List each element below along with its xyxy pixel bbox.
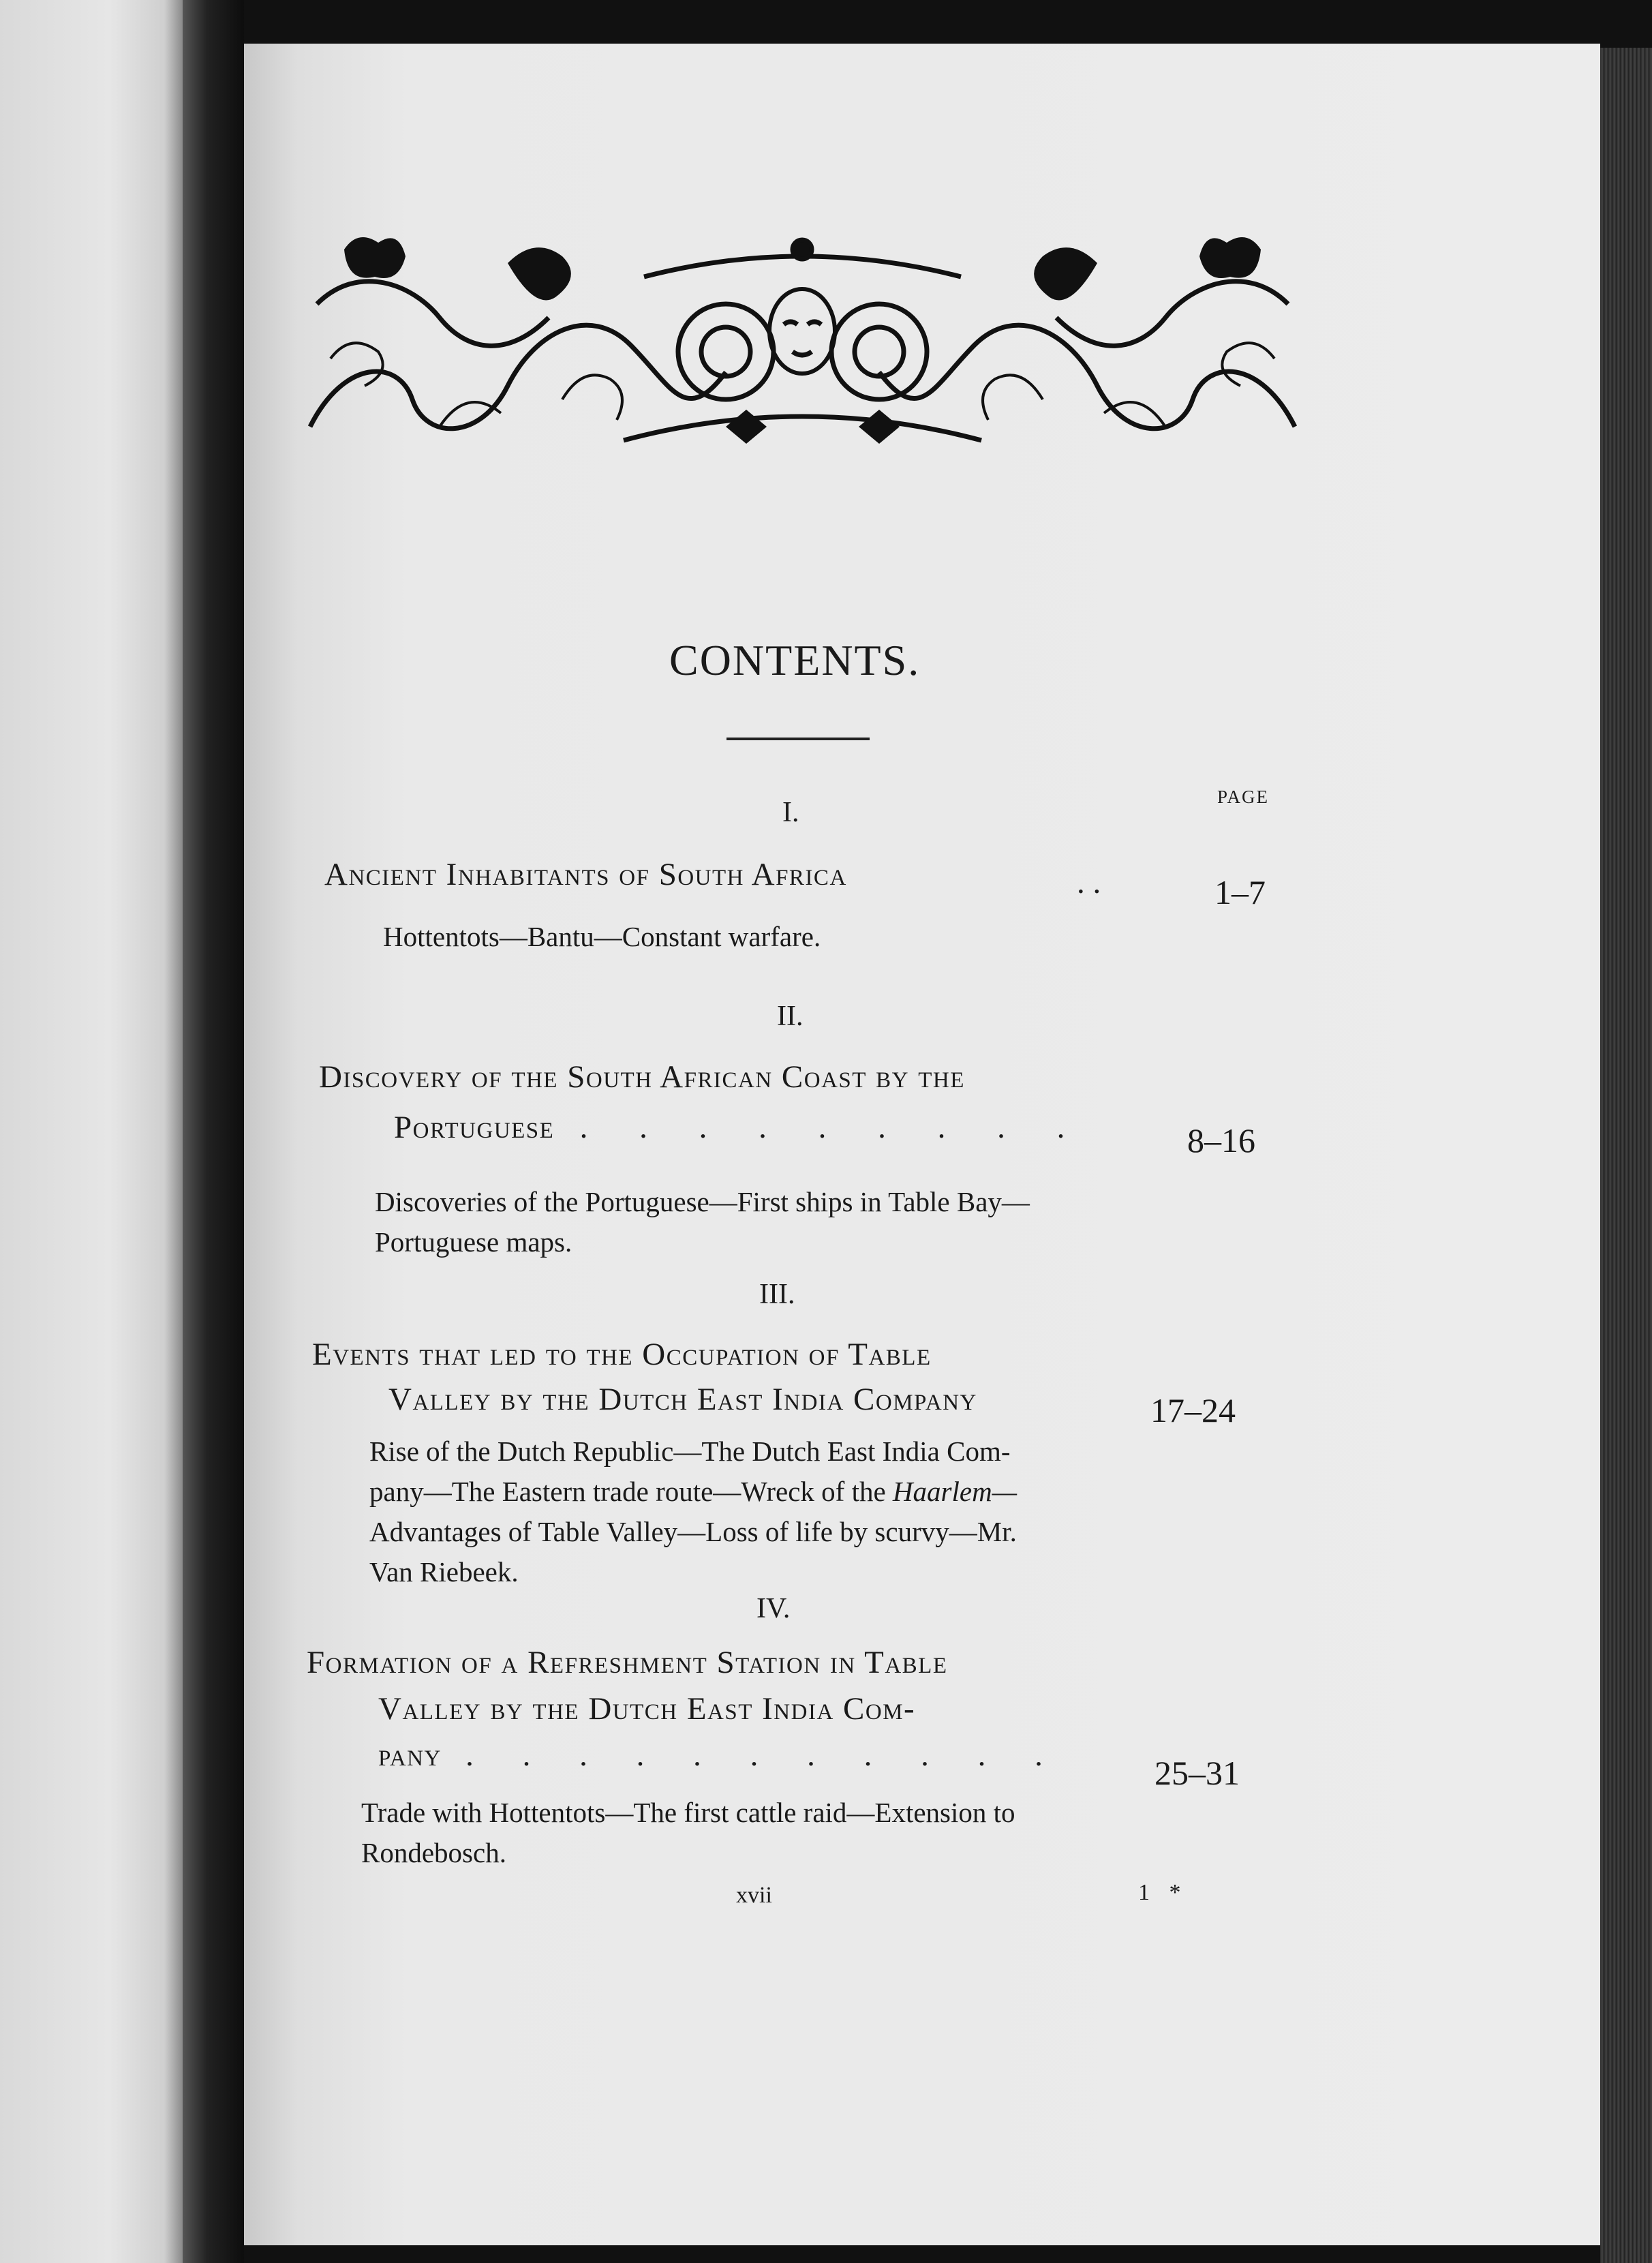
summary-line-text: pany—The Eastern trade route—Wreck of the xyxy=(369,1476,893,1507)
book-gutter xyxy=(183,0,244,2263)
summary-line: Van Riebeek. xyxy=(369,1556,519,1588)
page-range: 1–7 xyxy=(1214,873,1266,911)
chapter-numeral: II. xyxy=(777,1001,804,1032)
page-folio: xvii xyxy=(736,1883,772,1908)
chapter-numeral: III. xyxy=(759,1279,795,1310)
summary-line xyxy=(369,1472,1017,1512)
page-range: 25–31 xyxy=(1154,1754,1240,1792)
summary-line: Discoveries of the Portuguese—First ships in Table Bay— xyxy=(375,1186,1030,1217)
summary-line: Rise of the Dutch Republic—The Dutch East India Com- xyxy=(369,1436,1011,1467)
chapter-heading-line: Valley by the Dutch East India Company xyxy=(388,1382,977,1417)
chapter-heading-continuation xyxy=(388,1381,977,1418)
page-range: 17–24 xyxy=(1150,1391,1236,1429)
chapter-heading xyxy=(324,856,847,893)
chapter-heading-line: Portuguese xyxy=(394,1110,555,1145)
page-range: 8–16 xyxy=(1187,1121,1255,1159)
chapter-heading xyxy=(319,1059,965,1095)
chapter-heading-line: pany xyxy=(378,1737,442,1773)
chapter-heading-continuation xyxy=(378,1690,915,1727)
chapter-summary xyxy=(361,1793,1015,1873)
chapter-heading-line: Events that led to the Occupation of Table xyxy=(312,1337,932,1372)
leader-dots: . . . . . . . . . xyxy=(579,1110,1087,1145)
title-rule xyxy=(726,738,870,740)
chapter-heading-line: Ancient Inhabitants of South Africa xyxy=(324,857,847,892)
summary-line: Trade with Hottentots—The first cattle raid—Extension to xyxy=(361,1797,1015,1828)
chapter-heading-line: Formation of a Refreshment Station in Table xyxy=(307,1645,948,1680)
chapter-heading-continuation xyxy=(378,1737,1063,1774)
page-column-label: PAGE xyxy=(1217,787,1270,807)
chapter-summary xyxy=(369,1431,1017,1592)
signature-asterisk: * xyxy=(1169,1880,1181,1905)
chapter-heading-line: Valley by the Dutch East India Com- xyxy=(378,1691,916,1727)
summary-italic-ship-name: Haarlem— xyxy=(892,1476,1018,1507)
summary-line: Advantages of Table Valley—Loss of life by scurvy—Mr. xyxy=(369,1516,1017,1547)
page-stack-edge xyxy=(1600,48,1652,2263)
signature-number: 1 xyxy=(1138,1880,1150,1905)
chapter-heading-continuation xyxy=(394,1109,1086,1146)
chapter-numeral: I. xyxy=(782,797,799,828)
chapter-heading xyxy=(307,1644,948,1681)
chapter-heading xyxy=(312,1336,932,1373)
signature-mark xyxy=(1138,1880,1181,1906)
chapter-summary xyxy=(375,1182,1030,1262)
summary-line: Portuguese maps. xyxy=(375,1226,572,1258)
summary-line: Hottentots—Bantu—Constant warfare. xyxy=(383,921,821,952)
chapter-numeral: IV. xyxy=(756,1593,791,1624)
summary-line: Rondebosch. xyxy=(361,1837,506,1868)
leader-dots: . . . . . . . . . . . xyxy=(465,1737,1063,1773)
chapter-heading-line: Discovery of the South African Coast by the xyxy=(319,1059,965,1095)
ornamental-headpiece xyxy=(303,222,1302,457)
left-page-edge xyxy=(0,0,183,2263)
contents-title-text: CONTENTS. xyxy=(669,636,921,684)
leader-dots: . . xyxy=(1077,865,1101,900)
chapter-summary xyxy=(383,917,821,957)
